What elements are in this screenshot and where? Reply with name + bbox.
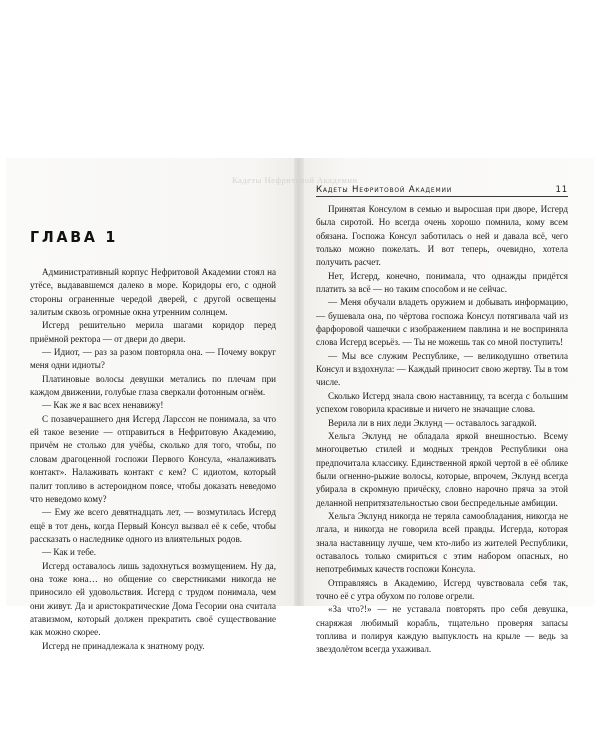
right-page-body xyxy=(316,203,568,657)
paragraph: — Ему же всего девятнадцать лет, — возмутилась Исгерд ещё в тот день, когда Первый Консул вызвал её к себе, чтобы рассказать о наследнике одного из влиятельных родов. xyxy=(30,507,276,544)
paragraph: «За что?!» — не уставала повторять про себя девушка, снаряжая любимый корабль, тщательно проверяя запасы топлива и полируя каждую выпуклость на крыле — ведь за звездолётом всегда ухаживал. xyxy=(316,604,568,655)
paragraph: — Мы все служим Республике, — великодушно ответила Консул и вздохнула: — Каждый приносит свою жертву. Ты в том числе. xyxy=(316,350,568,388)
book-gutter xyxy=(294,158,304,606)
paragraph: Принятая Консулом в семью и выросшая при дворе, Исгерд была сиротой. Но всегда очень хорошо помнила, кому всем обязана. Госпожа Консул заботилась о ней и давала всё, чего только можно пожелать. И вот теперь, очевидно, хотела получить расчет. xyxy=(316,204,568,268)
paragraph: Исгерд не принадлежала к знатному роду. xyxy=(42,640,205,651)
paragraph: Исгерд оставалось лишь задохнуться возмущением. Ну да, она тоже юна… но общение со сверстниками никогда не приносило ей удовольствия. Исгерд с трудом понимала, чем они живут. Да и аристократические Дома Гесории она считала атавизмом, который должен прекратить своё существование как можно скорее. xyxy=(30,560,276,638)
paragraph: Хельга Эклунд никогда не теряла самообладания, никогда не лгала, и никогда не говорила всей правды. Исгерда, которая знала наставницу лучше, чем кто-либо из жителей Республики, оставалось только смириться с этим набором опасных, но непотребимых качеств госпожи Консула. xyxy=(316,510,568,575)
paragraph: Платиновые волосы девушки метались по плечам при каждом движении, голубые глаза сверкали фотонным огнём. xyxy=(30,373,276,398)
paragraph: Хельга Эклунд не обладала яркой внешностью. Всему многоцветью стилей и модных трендов Республики она предпочитала классику. Единственной яркой чертой в её облике были огненно-рыжие волосы, которые, впрочем, Эклунд всегда убирала в скромную причёску, словно нарочно пряча за этой деланной непритязательностью свои беспредельные амбиции. xyxy=(316,430,568,508)
left-page-body xyxy=(30,266,276,653)
paragraph: Нет, Исгерд, конечно, понимала, что однажды придётся платить за всё — но таким способом и не сейчас. xyxy=(316,270,568,295)
paragraph: — Идиот, — раз за разом повторяла она. — Почему вокруг меня одни идиоты? xyxy=(30,347,276,371)
page-number: 11 xyxy=(555,185,568,195)
paragraph: Сколько Исгерд знала свою наставницу, та всегда с большим успехом говорила красивые и ничего не значащие слова. xyxy=(316,390,568,415)
paragraph: — Меня обучали владеть оружием и добывать информацию, — бушевала она, по чёртова госпожа Консул потягивала чай из фарфоровой чашечки с изображением павлина и не восприняла слова Исгерд всерьёз. — Ты не можешь так со мной поступить! xyxy=(316,297,568,348)
paragraph: — Как же я вас всех ненавижу! xyxy=(42,400,164,411)
paragraph: — Как и тебе. xyxy=(42,547,97,558)
paragraph: Исгерд решительно мерила шагами коридор перед приёмной ректора — от двери до двери. xyxy=(30,320,276,344)
paragraph: Отправляясь в Академию, Исгерд чувствовала себя так, точно её с утра обухом по голове огрели. xyxy=(316,577,568,601)
paragraph: Верила ли в них леди Эклунд — оставалось загадкой. xyxy=(328,417,537,428)
show-through-header: Кадеты Нефритовой Академии xyxy=(232,175,358,185)
running-title: Кадеты Нефритовой Академии xyxy=(316,185,453,195)
running-header xyxy=(316,185,568,197)
paragraph: Административный корпус Нефритовой Академии стоял на утёсе, выдававшемся далеко в море. Коридоры его, с одной стороны ограненные чередой дверей, с другой освещены залитым сквозь огромные окна утренним солнцем. xyxy=(30,267,276,318)
paragraph: С позавчерашнего дня Исгерд Ларссон не понимала, за что ей такое везение — отправиться в Нефритовую Академию, причём не столько для учёбы, сколько для того, чтобы, по словам драгоценной госпожи Первого Консула, «налаживать контакт». Налаживать контакт с кем? С идиотом, который палит топливо в астероидном поясе, чтобы доказать неведомо что неведомо кому? xyxy=(30,413,276,504)
chapter-heading: ГЛАВА 1 xyxy=(30,228,119,246)
